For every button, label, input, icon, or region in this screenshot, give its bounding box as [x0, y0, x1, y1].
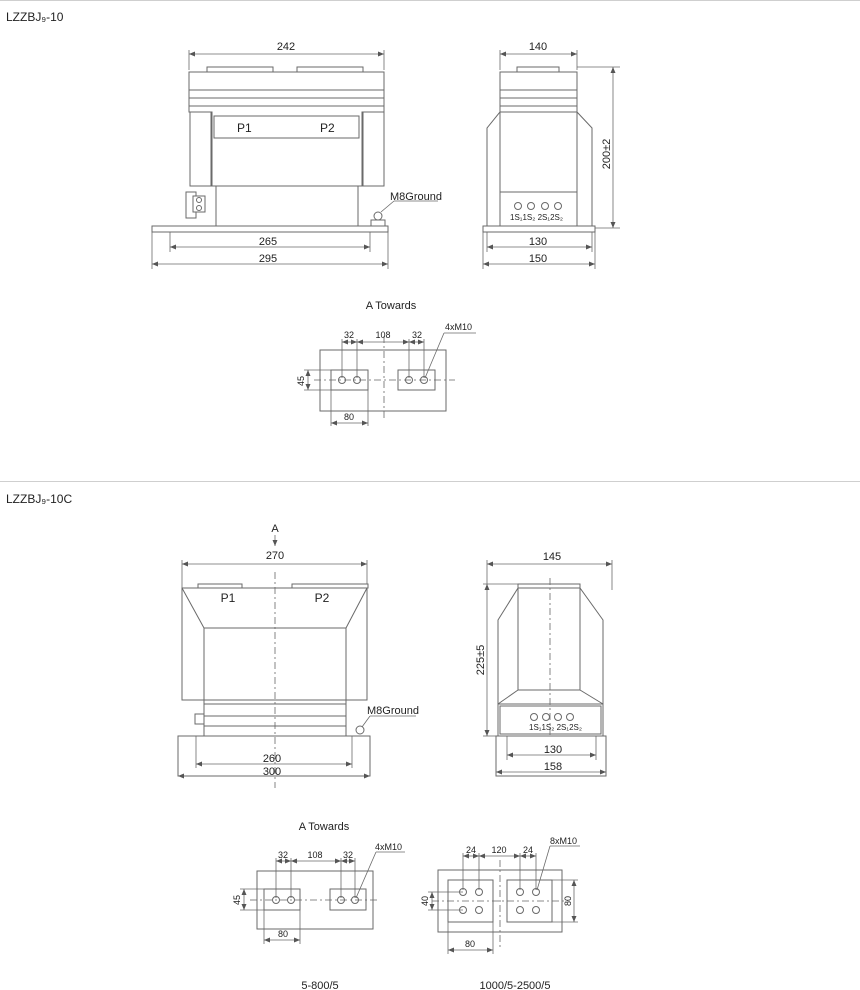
s1-dim-130: 130 [528, 236, 548, 248]
s2r-dim-120: 120 [491, 845, 507, 855]
s2-dim-158: 158 [543, 761, 563, 773]
s1-towards-caption: A Towards [365, 300, 417, 312]
s2-dim-300: 300 [262, 766, 282, 778]
s2r-dim-24b: 24 [522, 845, 534, 855]
s2l-dim-108: 108 [307, 850, 323, 860]
s1-side-view [483, 41, 620, 269]
s2-dim-270: 270 [265, 550, 285, 562]
model-title-1: LZZBJ₉-10 [6, 10, 64, 24]
s2-front-view [178, 523, 419, 788]
s2l-dim-32b: 32 [342, 850, 354, 860]
s2-p1-label: P1 [220, 591, 236, 605]
s1-terminal-labels: 1S₁1S₂ 2S₁2S₂ [510, 213, 563, 222]
s2l-range: 5-800/5 [301, 980, 339, 990]
s2-towards-left [232, 842, 405, 990]
s1-dim-32b: 32 [411, 330, 423, 340]
s1-bolt-label: 4xM10 [445, 322, 473, 332]
s2l-dim-45: 45 [232, 894, 242, 906]
s2-ground-label: M8Ground [367, 705, 419, 717]
s2r-dim-80v: 80 [563, 895, 573, 907]
s2r-dim-40: 40 [420, 895, 430, 907]
s2r-range: 1000/5-2500/5 [479, 980, 551, 990]
s1-p1-label: P1 [237, 121, 252, 135]
s2-dim-260: 260 [262, 753, 282, 765]
s2-towards-right [420, 836, 580, 990]
s1-dim-242: 242 [276, 41, 296, 53]
s1-dim-32a: 32 [343, 330, 355, 340]
s1-dim-45: 45 [296, 375, 306, 387]
s1-dim-80: 80 [343, 412, 355, 422]
s2-dim-145: 145 [542, 551, 562, 563]
s2r-dim-80h: 80 [464, 939, 476, 949]
s2-dim-225: 225±5 [475, 644, 487, 676]
s1-dim-140: 140 [528, 41, 548, 53]
s1-towards-view [296, 300, 476, 426]
s1-dim-150: 150 [528, 253, 548, 265]
s1-ground-label: M8Ground [390, 191, 442, 203]
s2-p2-label: P2 [314, 591, 330, 605]
model-title-2: LZZBJ₉-10C [6, 492, 73, 506]
s1-dim-200: 200±2 [601, 138, 613, 170]
s1-dim-265: 265 [258, 236, 278, 248]
s1-dim-108: 108 [375, 330, 391, 340]
s2l-dim-80: 80 [277, 929, 289, 939]
s1-p2-label: P2 [320, 121, 335, 135]
s2r-dim-24a: 24 [465, 845, 477, 855]
s1-front-view [152, 41, 442, 269]
s1-dim-295: 295 [258, 253, 278, 265]
s2l-dim-32a: 32 [277, 850, 289, 860]
s2-arrow-label: A [271, 523, 279, 535]
s2-side-view [475, 551, 612, 776]
s2-towards-caption: A Towards [298, 821, 350, 833]
s2-terminal-labels: 1S₁1S₂ 2S₁2S₂ [529, 723, 582, 732]
s2l-bolt-label: 4xM10 [375, 842, 403, 852]
s2-dim-130: 130 [543, 744, 563, 756]
s2r-bolt-label: 8xM10 [550, 836, 578, 846]
